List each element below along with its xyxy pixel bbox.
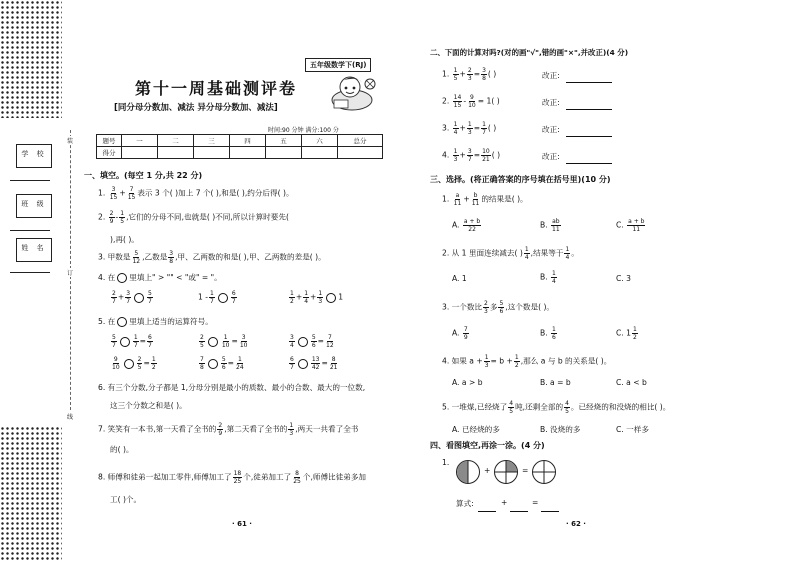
score-cell[interactable] <box>302 147 338 159</box>
correction-line[interactable] <box>566 109 612 110</box>
score-cell[interactable] <box>194 147 230 159</box>
formula-blank-3[interactable] <box>541 511 559 512</box>
q-text: ,它们的分母不同,也就是( )不同,所以计算时要先( <box>126 212 289 222</box>
score-table <box>96 134 383 159</box>
s3-q3-opt-a[interactable]: A. $\frac{7}{9}$ <box>452 326 468 341</box>
s4-plus: + <box>484 466 491 475</box>
page-subtitle: [同分母分数加、减法 异分母分数加、减法] <box>114 103 278 113</box>
s4-equals: = <box>522 466 529 475</box>
formula-blank-1[interactable] <box>478 511 496 512</box>
fraction: $\frac{3}{15}$ <box>109 186 118 201</box>
judge-blank[interactable]: ( ) <box>491 150 501 160</box>
s3-q4: 4. 如果 a + $\frac{1}{3}$ = b + $\frac{1}{2}$ ,那么 a 与 b 的关系是( )。 <box>442 354 612 369</box>
fraction: $\frac{7}{15}$ <box>127 186 136 201</box>
score-row-label-number: 题号 <box>97 135 122 147</box>
school-line[interactable] <box>10 180 50 181</box>
s3-q5-opt-c[interactable]: C. 一样多 <box>616 425 649 434</box>
s3-q2: 2. 从 1 里面连续减去( ) $\frac{1}{4}$ ,结果等于 $\frac{1}{4}$ 。 <box>442 246 579 261</box>
q-text: 表示 3 个( )加上 7 个( ),和是( ),约分后得( )。 <box>137 188 294 198</box>
score-col-3: 三 <box>194 135 230 147</box>
dot-pattern-top <box>0 0 62 118</box>
formula-plus: + <box>501 498 508 507</box>
score-col-total: 总分 <box>338 135 383 147</box>
circle-blank-icon <box>117 273 127 283</box>
s3-q1-opt-c[interactable]: C. $\frac{a + b}{11}$ <box>616 218 645 233</box>
score-col-4: 四 <box>230 135 266 147</box>
formula-label: 算式: <box>456 499 474 508</box>
answer-circle[interactable] <box>298 337 308 347</box>
answer-circle[interactable] <box>208 359 218 369</box>
correction-line[interactable] <box>566 82 612 83</box>
s3-q4-opt-a[interactable]: A. a > b <box>452 378 483 387</box>
class-label: 班 级 <box>21 200 47 208</box>
s4-q1-num: 1. <box>442 458 450 467</box>
name-line[interactable] <box>10 272 50 273</box>
score-cell[interactable] <box>230 147 266 159</box>
judge-blank[interactable]: ( ) <box>487 123 497 133</box>
binding-mark-1: 装 <box>67 138 74 145</box>
s2-item-2: 2. $\frac{14}{15}$ - $\frac{9}{10}$ = 1( ) <box>442 94 500 109</box>
s1-q7: 7. 笑笑有一本书,第一天看了全书的 $\frac{2}{9}$ ,第二天看了全书的 $\frac{1}{3}$ ,两天一共看了全书 <box>98 422 359 437</box>
page-number-right: · 62 · <box>566 520 586 528</box>
s3-q1-opt-b[interactable]: B. $\frac{ab}{11}$ <box>540 218 560 233</box>
s1-q6: 6. 有三个分数,分子都是 1,分母分别是最小的质数、最小的合数、最大的一位数, <box>98 383 366 392</box>
s1-q5-r2-e2: $\frac{7}{8}$ $\frac{5}{6}$ = $\frac{1}{24}$ <box>200 356 244 371</box>
q-num: 1. <box>98 188 106 198</box>
class-line[interactable] <box>10 230 50 231</box>
school-box <box>16 144 52 168</box>
correct-label: 改正: <box>542 98 560 107</box>
score-cell[interactable] <box>122 147 158 159</box>
s1-q5-r2-e3: $\frac{6}{7}$ $\frac{13}{42}$ = $\frac{8}{21}$ <box>290 356 338 371</box>
s2-item-3: 3. $\frac{1}{4}$ + $\frac{1}{3}$ = $\frac{1}{7}$ ( ) <box>442 121 497 136</box>
s3-q5-opt-b[interactable]: B. 没烧的多 <box>540 425 581 434</box>
binding-mark-3: 线 <box>67 414 74 421</box>
s3-q2-opt-a[interactable]: A. 1 <box>452 274 467 283</box>
s3-q1-opt-a[interactable]: A. $\frac{a + b}{22}$ <box>452 218 481 233</box>
s3-q2-opt-c[interactable]: C. 3 <box>616 274 631 283</box>
answer-circle[interactable] <box>326 293 336 303</box>
score-cell[interactable] <box>338 147 383 159</box>
s3-q5-opt-a[interactable]: A. 已经烧的多 <box>452 425 500 434</box>
answer-circle[interactable] <box>218 293 228 303</box>
s3-q5: 5. 一堆煤,已经烧了 $\frac{4}{5}$ 吨,还剩全部的 $\frac{4}{5}$ 。已经烧的和没烧的相比( )。 <box>442 400 671 415</box>
score-row-label-score: 得分 <box>97 147 122 159</box>
s1-q7-cont: 的( )。 <box>110 445 134 454</box>
pie-quarters-icon <box>495 461 517 483</box>
s1-q4-expr1: $\frac{2}{7}$ + $\frac{3}{7}$ $\frac{5}{7}$ <box>112 290 152 305</box>
dot-pattern-bottom <box>0 426 62 561</box>
pie-answer-icon <box>533 461 555 483</box>
score-cell[interactable] <box>266 147 302 159</box>
judge-blank[interactable]: ( ) <box>487 69 497 79</box>
s1-q2-cont: ),再( )。 <box>110 235 139 244</box>
s3-q4-opt-b[interactable]: B. a = b <box>540 378 571 387</box>
section2-title: 二、下面的计算对吗?(对的画"√",错的画"×",并改正)(4 分) <box>430 48 629 57</box>
score-col-2: 二 <box>158 135 194 147</box>
score-col-6: 六 <box>302 135 338 147</box>
s1-q1: 1. $\frac{3}{15}$ + $\frac{7}{15}$ 表示 3 个( )加上 7 个( ),和是( ),约分后得( )。 <box>98 186 294 201</box>
cartoon-mascot-icon <box>328 70 380 114</box>
section1-title: 一、填空。(每空 1 分,共 22 分) <box>84 171 203 180</box>
circle-blank-icon <box>117 317 127 327</box>
school-label: 学 校 <box>21 150 47 158</box>
s3-q3: 3. 一个数比 $\frac{2}{3}$ 多 $\frac{5}{6}$ ,这个数是( )。 <box>442 300 555 315</box>
s1-q8: 8. 师傅和徒弟一起加工零件,师傅加工了 $\frac{18}{25}$ 个,徒弟加工了 $\frac{8}{25}$ 个,师傅比徒弟多加 <box>98 470 367 485</box>
class-box <box>16 194 52 218</box>
s1-q5-r2-e1: $\frac{9}{10}$ $\frac{2}{5}$ = $\frac{1}{2}$ <box>112 356 156 371</box>
s1-q5-r1-e2: $\frac{2}{5}$ $\frac{1}{10}$ = $\frac{3}{10}$ <box>200 334 248 349</box>
correct-label: 改正: <box>542 125 560 134</box>
name-box <box>16 238 52 262</box>
formula-eq: = <box>532 498 539 507</box>
formula-blank-2[interactable] <box>510 511 528 512</box>
score-col-1: 一 <box>122 135 158 147</box>
section3-title: 三、选择。(将正确答案的序号填在括号里)(10 分) <box>430 175 611 184</box>
section4-title: 四、看图填空,再涂一涂。(4 分) <box>430 441 545 450</box>
s3-q4-opt-c[interactable]: C. a < b <box>616 378 647 387</box>
pie-quarters <box>494 460 518 484</box>
name-label: 姓 名 <box>21 244 47 252</box>
s1-q8-cont: 工( )个。 <box>110 495 142 504</box>
s3-q1: 1. $\frac{a}{11}$ + $\frac{b}{11}$ 的结果是( )。 <box>442 192 528 207</box>
s1-q4-expr2: 1 - $\frac{1}{7}$ $\frac{6}{7}$ <box>198 290 236 305</box>
grade-tag: 五年级数学下(RJ) <box>305 58 371 72</box>
answer-circle[interactable] <box>124 359 134 369</box>
s1-q2: 2. $\frac{2}{9}$ - $\frac{1}{5}$ ,它们的分母不同,也就是( )不同,所以计算时要先( <box>98 210 289 225</box>
answer-circle[interactable] <box>134 293 144 303</box>
page-number-left: · 61 · <box>232 520 252 528</box>
s3-q3-opt-b[interactable]: B. $\frac{1}{6}$ <box>540 326 556 341</box>
pie-halves-icon <box>457 461 479 483</box>
s1-q6-cont: 这三个分数之和是( )。 <box>110 401 187 410</box>
pie-answer[interactable] <box>532 460 556 484</box>
s1-q3: 3. 甲数是 $\frac{5}{12}$ ,乙数是 $\frac{3}{8}$ ,甲、乙两数的和是( ),甲、乙两数的差是( )。 <box>98 250 326 265</box>
correction-line[interactable] <box>566 163 612 164</box>
s3-q2-opt-b[interactable]: B. $\frac{1}{4}$ <box>540 270 556 285</box>
binding-mark-2: 订 <box>67 270 74 277</box>
time-score: 时间:90 分钟 满分:100 分 <box>268 127 339 134</box>
s2-item-1: 1. $\frac{1}{5}$ + $\frac{2}{3}$ = $\frac{3}{8}$ ( ) <box>442 67 497 82</box>
pie-halves <box>456 460 480 484</box>
correct-label: 改正: <box>542 152 560 161</box>
s1-q4: 4. 在 里填上" > "" < "或" = "。 <box>98 273 222 282</box>
answer-circle[interactable] <box>120 337 130 347</box>
answer-circle[interactable] <box>208 337 218 347</box>
s1-q5-r1-e1: $\frac{5}{7}$ $\frac{1}{7}$ = $\frac{6}{7}$ <box>112 334 152 349</box>
score-cell[interactable] <box>158 147 194 159</box>
judge-blank[interactable]: ( ) <box>491 96 500 106</box>
correct-label: 改正: <box>542 71 560 80</box>
s3-q3-opt-c[interactable]: C. 1 $\frac{1}{2}$ <box>616 326 637 341</box>
s1-q4-expr3: $\frac{1}{2}$ + $\frac{1}{4}$ + $\frac{1}{3}$ 1 <box>290 290 344 305</box>
s1-q5-r1-e3: $\frac{3}{4}$ $\frac{5}{6}$ = $\frac{7}{12}$ <box>290 334 334 349</box>
correction-line[interactable] <box>566 136 612 137</box>
s2-item-4: 4. $\frac{1}{3}$ + $\frac{3}{7}$ = $\frac{10}{21}$ ( ) <box>442 148 501 163</box>
score-col-5: 五 <box>266 135 302 147</box>
answer-circle[interactable] <box>298 359 308 369</box>
page-title: 第十一周基础测评卷 <box>135 79 298 98</box>
s1-q5: 5. 在 里填上适当的运算符号。 <box>98 317 213 326</box>
